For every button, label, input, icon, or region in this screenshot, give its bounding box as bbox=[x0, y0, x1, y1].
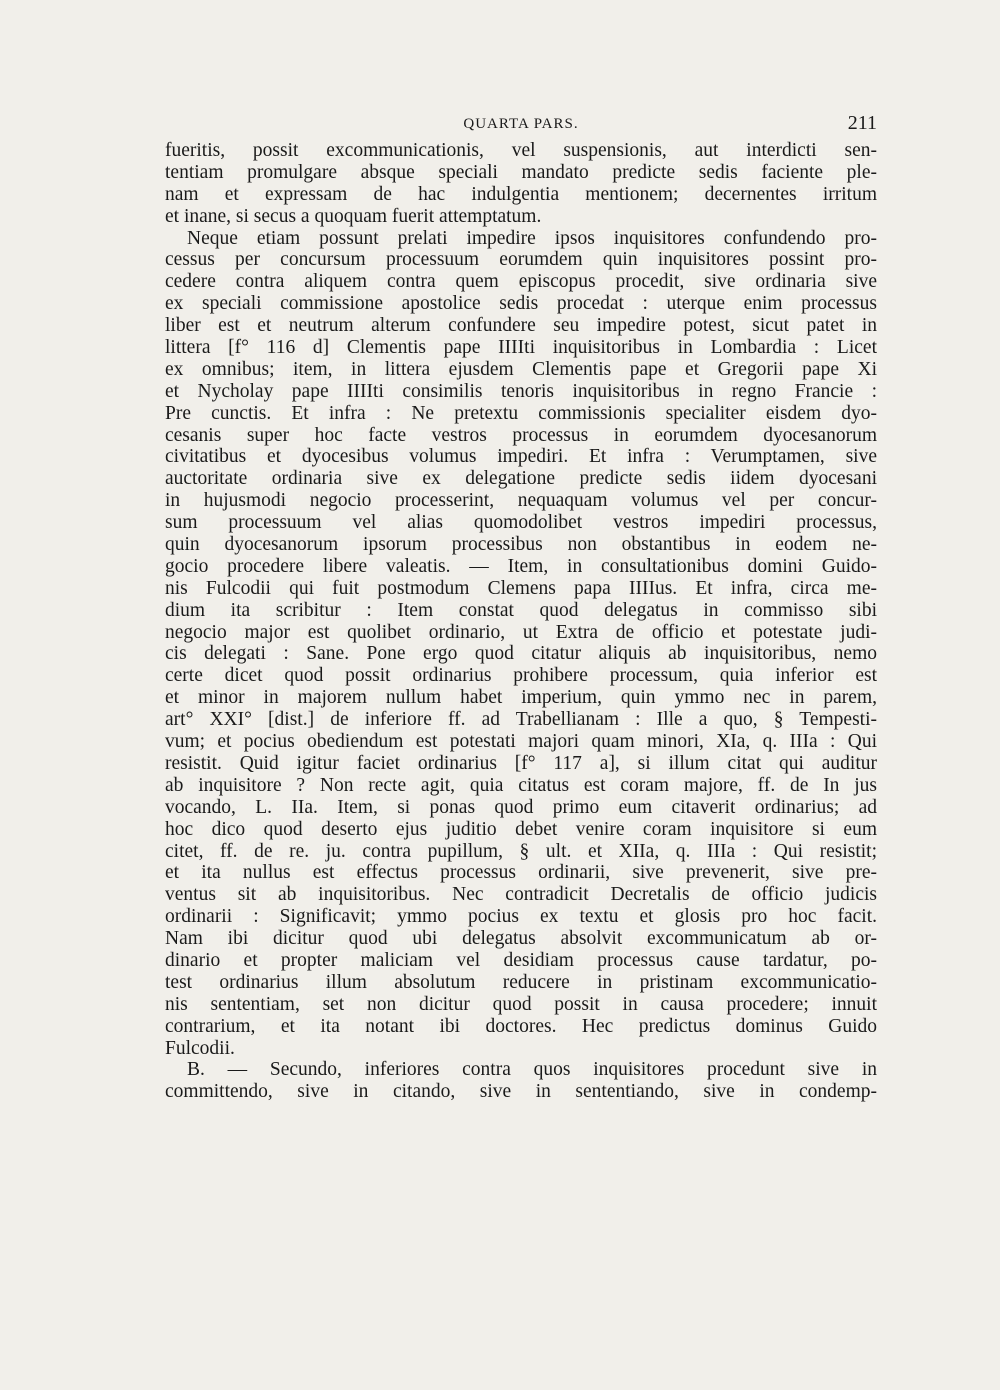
text-line: resistit. Quid igitur faciet ordinarius [f° 117 a], si illum citat qui auditur bbox=[165, 752, 877, 774]
text-line: hoc dico quod deserto ejus juditio debet venire coram inquisitore si eum bbox=[165, 818, 877, 840]
text-line: dium ita scribitur : Item constat quod delegatus in commisso sibi bbox=[165, 599, 877, 621]
text-line: ex speciali commissione apostolice sedis procedat : uterque enim processus bbox=[165, 293, 877, 315]
text-line: ordinarii : Significavit; ymmo pocius ex textu et glosis pro hoc facit. bbox=[165, 906, 877, 928]
text-line: art° XXI° [dist.] de inferiore ff. ad Trabellianam : Ille a quo, § Tempesti- bbox=[165, 709, 877, 731]
text-line: auctoritate ordinaria sive ex delegatione predicte sedis iidem dyocesani bbox=[165, 468, 877, 490]
text-line: ventus sit ab inquisitoribus. Nec contradicit Decretalis de officio judicis bbox=[165, 884, 877, 906]
text-line: Nam ibi dicitur quod ubi delegatus absolvit excommunicatum ab or- bbox=[165, 928, 877, 950]
text-line: littera [f° 116 d] Clementis pape IIIIti inquisitoribus in Lombardia : Licet bbox=[165, 337, 877, 359]
text-line: citet, ff. de re. ju. contra pupillum, § ult. et XIIa, q. IIIa : Qui resistit; bbox=[165, 840, 877, 862]
text-line: contrarium, et ita notant ibi doctores. Hec predictus dominus Guido bbox=[165, 1015, 877, 1037]
text-line: vum; et pocius obediendum est potestati majori quam minori, XIa, q. IIIa : Qui bbox=[165, 731, 877, 753]
text-line: tentiam promulgare absque speciali mandato predicte sedis faciente ple- bbox=[165, 161, 877, 183]
running-title: QUARTA PARS. bbox=[463, 116, 579, 132]
body-text bbox=[165, 140, 877, 1103]
text-line: vocando, L. IIa. Item, si ponas quod primo eum citaverit ordinarius; ad bbox=[165, 796, 877, 818]
text-line: ex omnibus; item, in littera ejusdem Clementis pape et Gregorii pape Xi bbox=[165, 358, 877, 380]
text-line: nis Fulcodii qui fuit postmodum Clemens papa IIIIus. Et infra, circa me- bbox=[165, 577, 877, 599]
text-line: nam et expressam de hac indulgentia mentionem; decernentes irritum bbox=[165, 183, 877, 205]
text-line: cis delegati : Sane. Pone ergo quod citatur aliquis ab inquisitoribus, nemo bbox=[165, 643, 877, 665]
text-line: et Nycholay pape IIIIti consimilis tenoris inquisitoribus in regno Francie : bbox=[165, 380, 877, 402]
text-line: Fulcodii. bbox=[165, 1037, 235, 1059]
text-line: dinario et propter maliciam vel desidiam processus cause tardatur, po- bbox=[165, 949, 877, 971]
text-line: et minor in majorem nullum habet imperium, quin ymmo nec in parem, bbox=[165, 687, 877, 709]
page-header bbox=[165, 112, 877, 136]
text-line: negocio major est quolibet ordinario, ut Extra de officio et potestate judi- bbox=[165, 621, 877, 643]
text-line: nis sententiam, set non dicitur quod possit in causa procedere; innuit bbox=[165, 993, 877, 1015]
page-number: 211 bbox=[847, 112, 877, 134]
text-line: quin dyocesanorum ipsorum processibus non obstantibus in eodem ne- bbox=[165, 534, 877, 556]
text-line: sum processuum vel alias quomodolibet vestros impediri processus, bbox=[165, 512, 877, 534]
text-line: gocio procedere libere valeatis. — Item, in consultationibus domini Guido- bbox=[165, 555, 877, 577]
text-line: cesanis super hoc facte vestros processus in eorumdem dyocesanorum bbox=[165, 424, 877, 446]
text-line: Pre cunctis. Et infra : Ne pretextu commissionis specialiter eisdem dyo- bbox=[165, 402, 877, 424]
text-line: liber est et neutrum alterum confundere seu impedire potest, sicut patet in bbox=[165, 315, 877, 337]
text-line: et inane, si secus a quoquam fuerit attemptatum. bbox=[165, 205, 542, 227]
text-line: cessus per concursum processuum eorumdem quin inquisitores possint pro- bbox=[165, 249, 877, 271]
text-line: cedere contra aliquem contra quem episcopus procedit, sive ordinaria sive bbox=[165, 271, 877, 293]
text-line: test ordinarius illum absolutum reducere in pristinam excommunicatio- bbox=[165, 971, 877, 993]
text-line: et ita nullus est effectus processus ordinarii, sive prevenerit, sive pre- bbox=[165, 862, 877, 884]
text-line: in hujusmodi negocio processerint, nequaquam volumus vel per concur- bbox=[165, 490, 877, 512]
text-line: ab inquisitore ? Non recte agit, quia citatus est coram majore, ff. de In jus bbox=[165, 774, 877, 796]
text-line: certe dicet quod possit ordinarius prohibere processum, quia inferior est bbox=[165, 665, 877, 687]
text-line: fueritis, possit excommunicationis, vel suspensionis, aut interdicti sen- bbox=[165, 140, 877, 161]
text-line: Neque etiam possunt prelati impedire ipsos inquisitores confundendo pro- bbox=[187, 227, 877, 249]
text-line: B. — Secundo, inferiores contra quos inquisitores procedunt sive in bbox=[187, 1059, 877, 1081]
text-line: committendo, sive in citando, sive in sententiando, sive in condemp- bbox=[165, 1081, 877, 1103]
text-line: civitatibus et dyocesibus volumus impediri. Et infra : Verumptamen, sive bbox=[165, 446, 877, 468]
